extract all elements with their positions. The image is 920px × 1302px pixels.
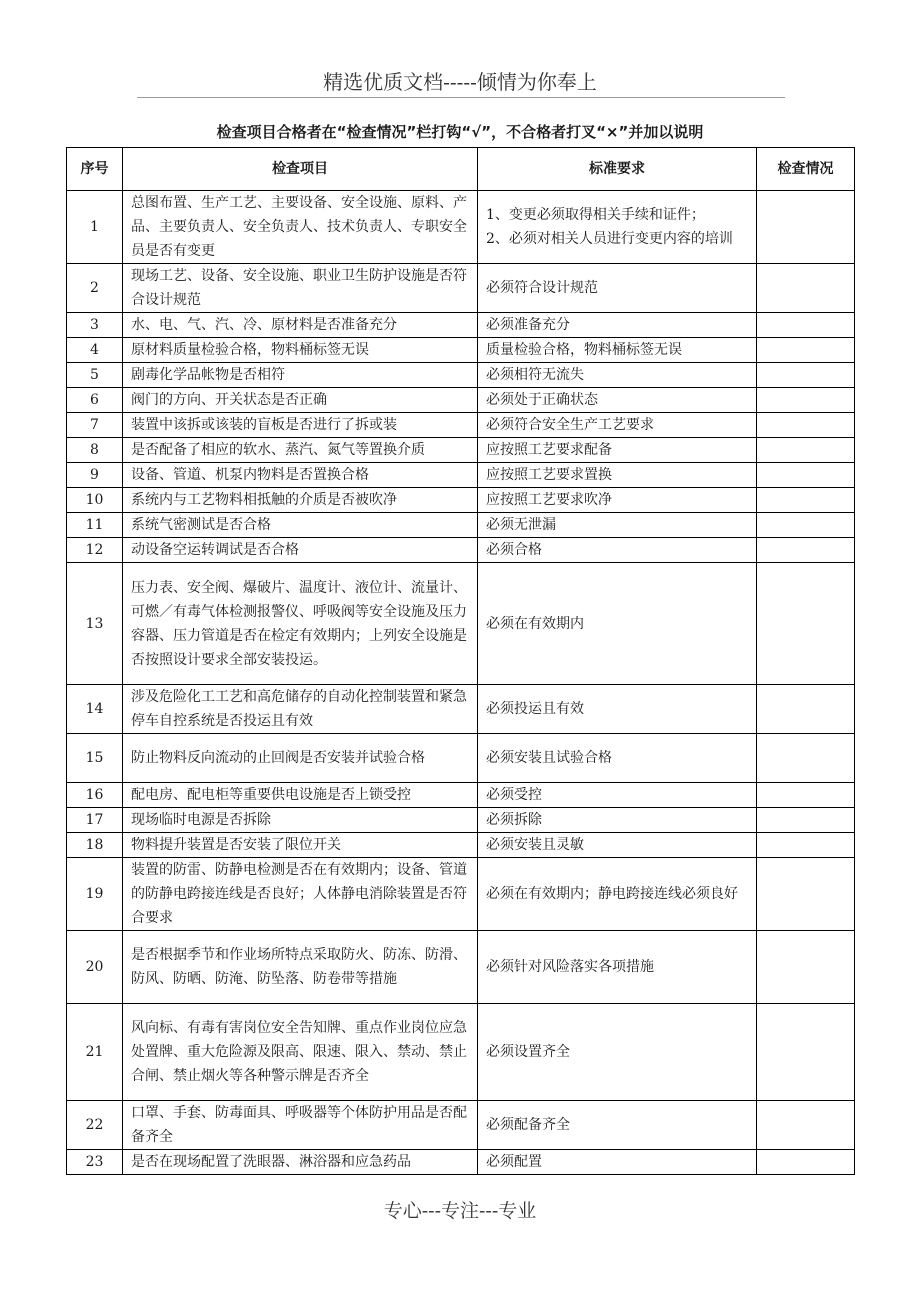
table-row — [67, 463, 855, 488]
standard-requirement-text: 必须符合设计规范 — [486, 280, 598, 296]
check-item-text: 剧毒化学品帐物是否相符 — [131, 367, 285, 383]
standard-requirement-text: 必须处于正确状态 — [486, 392, 598, 408]
check-status — [757, 538, 855, 563]
table-row — [67, 313, 855, 338]
column-header-standard: 标准要求 — [478, 148, 757, 191]
row-number — [67, 685, 123, 734]
check-status — [757, 264, 855, 313]
check-status — [757, 363, 855, 388]
check-status — [757, 338, 855, 363]
row-number-text: 12 — [85, 542, 104, 558]
row-number-text: 16 — [85, 787, 104, 803]
check-status — [757, 685, 855, 734]
table-row — [67, 488, 855, 513]
standard-requirement — [478, 1004, 757, 1101]
check-status — [757, 931, 855, 1004]
table-row — [67, 191, 855, 264]
row-number — [67, 338, 123, 363]
check-item-text: 系统内与工艺物料相抵触的介质是否被吹净 — [131, 492, 397, 508]
check-item — [123, 363, 478, 388]
standard-requirement-text: 必须受控 — [486, 787, 542, 803]
table-row — [67, 388, 855, 413]
row-number — [67, 413, 123, 438]
standard-requirement — [478, 563, 757, 685]
standard-requirement-text: 必须针对风险落实各项措施 — [486, 959, 654, 975]
row-number-text: 5 — [90, 367, 99, 383]
standard-requirement-text: 必须符合安全生产工艺要求 — [486, 417, 654, 433]
check-item — [123, 413, 478, 438]
check-status — [757, 734, 855, 783]
check-item-text: 风向标、有毒有害岗位安全告知牌、重点作业岗位应急处置牌、重大危险源及限高、限速、限入、禁动、禁止合闸、禁止烟火等各种警示牌是否齐全 — [131, 1020, 467, 1084]
standard-requirement — [478, 313, 757, 338]
column-header-item: 检查项目 — [123, 148, 478, 191]
row-number — [67, 931, 123, 1004]
standard-requirement — [478, 931, 757, 1004]
check-status — [757, 858, 855, 931]
table-row — [67, 1004, 855, 1101]
standard-requirement — [478, 388, 757, 413]
standard-requirement-text: 应按照工艺要求配备 — [486, 442, 612, 458]
row-number-text: 6 — [90, 392, 99, 408]
row-number-text: 14 — [85, 701, 104, 717]
row-number — [67, 488, 123, 513]
row-number — [67, 808, 123, 833]
check-item-text: 系统气密测试是否合格 — [131, 517, 271, 533]
row-number — [67, 313, 123, 338]
standard-requirement — [478, 413, 757, 438]
standard-requirement-text: 必须合格 — [486, 542, 542, 558]
check-item-text: 防止物料反向流动的止回阀是否安装并试验合格 — [131, 750, 425, 766]
check-status — [757, 783, 855, 808]
row-number — [67, 1004, 123, 1101]
check-item-text: 阀门的方向、开关状态是否正确 — [131, 392, 327, 408]
standard-requirement — [478, 833, 757, 858]
table-row — [67, 538, 855, 563]
row-number-text: 9 — [90, 467, 99, 483]
standard-requirement-text: 1、变更必须取得相关手续和证件； 2、必须对相关人员进行变更内容的培训 — [486, 207, 733, 247]
check-item — [123, 1004, 478, 1101]
table-row — [67, 1150, 855, 1175]
row-number-text: 18 — [85, 837, 104, 853]
standard-requirement — [478, 338, 757, 363]
standard-requirement — [478, 808, 757, 833]
standard-requirement — [478, 783, 757, 808]
check-status — [757, 388, 855, 413]
check-item — [123, 808, 478, 833]
standard-requirement-text: 必须配置 — [486, 1154, 542, 1170]
row-number — [67, 191, 123, 264]
table-row — [67, 563, 855, 685]
table-row — [67, 513, 855, 538]
check-item-text: 是否配备了相应的软水、蒸汽、氮气等置换介质 — [131, 442, 425, 458]
table-header-row — [67, 148, 855, 191]
standard-requirement-text: 必须设置齐全 — [486, 1044, 570, 1060]
page-header: 精选优质文档-----倾情为你奉上 — [323, 70, 597, 94]
row-number-text: 1 — [90, 219, 99, 235]
check-status — [757, 1101, 855, 1150]
standard-requirement-text: 必须无泄漏 — [486, 517, 556, 533]
standard-requirement — [478, 538, 757, 563]
check-item-text: 原材料质量检验合格，物料桶标签无误 — [131, 342, 369, 358]
check-item-text: 配电房、配电柜等重要供电设施是否上锁受控 — [131, 787, 411, 803]
instruction-title: 检查项目合格者在“检查情况”栏打钩“√”，不合格者打叉“×”并加以说明 — [216, 123, 704, 141]
check-status — [757, 1150, 855, 1175]
standard-requirement — [478, 513, 757, 538]
row-number — [67, 264, 123, 313]
row-number — [67, 783, 123, 808]
check-status — [757, 488, 855, 513]
check-item-text: 水、电、气、汽、冷、原材料是否准备充分 — [131, 317, 397, 333]
check-item-text: 是否在现场配置了洗眼器、淋浴器和应急药品 — [131, 1154, 411, 1170]
check-status — [757, 513, 855, 538]
check-item-text: 涉及危险化工工艺和高危储存的自动化控制装置和紧急停车自控系统是否投运且有效 — [131, 689, 467, 729]
row-number-text: 23 — [85, 1154, 104, 1170]
table-row — [67, 264, 855, 313]
row-number — [67, 734, 123, 783]
check-status — [757, 463, 855, 488]
standard-requirement — [478, 363, 757, 388]
check-status — [757, 313, 855, 338]
row-number — [67, 513, 123, 538]
row-number — [67, 858, 123, 931]
row-number — [67, 388, 123, 413]
row-number-text: 3 — [90, 317, 99, 333]
row-number — [67, 563, 123, 685]
row-number — [67, 1101, 123, 1150]
page-footer: 专心---专注---专业 — [383, 1200, 537, 1222]
check-item-text: 现场工艺、设备、安全设施、职业卫生防护设施是否符合设计规范 — [131, 268, 467, 308]
check-item — [123, 338, 478, 363]
check-item-text: 压力表、安全阀、爆破片、温度计、液位计、流量计、可燃／有毒气体检测报警仪、呼吸阀等安全设施及压力容器、压力管道是否在检定有效期内；上列安全设施是否按照设计要求全部安装投运。 — [131, 579, 467, 668]
table-row — [67, 1101, 855, 1150]
inspection-table — [66, 147, 855, 1175]
row-number-text: 11 — [85, 517, 104, 533]
standard-requirement-text: 必须投运且有效 — [486, 701, 584, 717]
check-item-text: 设备、管道、机泵内物料是否置换合格 — [131, 467, 369, 483]
check-item — [123, 463, 478, 488]
check-item — [123, 783, 478, 808]
check-status — [757, 1004, 855, 1101]
table-row — [67, 833, 855, 858]
standard-requirement-text: 必须安装且试验合格 — [486, 750, 612, 766]
row-number-text: 4 — [90, 342, 99, 358]
check-item — [123, 438, 478, 463]
standard-requirement — [478, 858, 757, 931]
check-status — [757, 191, 855, 264]
standard-requirement — [478, 191, 757, 264]
row-number-text: 21 — [85, 1044, 104, 1060]
row-number-text: 2 — [90, 280, 99, 296]
standard-requirement-text: 必须相符无流失 — [486, 367, 584, 383]
table-row — [67, 363, 855, 388]
standard-requirement — [478, 685, 757, 734]
check-item-text: 物料提升装置是否安装了限位开关 — [131, 837, 341, 853]
standard-requirement-text: 应按照工艺要求置换 — [486, 467, 612, 483]
check-item — [123, 563, 478, 685]
standard-requirement-text: 必须拆除 — [486, 812, 542, 828]
row-number-text: 15 — [85, 750, 104, 766]
row-number — [67, 1150, 123, 1175]
header-divider — [137, 97, 785, 98]
check-item — [123, 513, 478, 538]
check-item — [123, 388, 478, 413]
standard-requirement — [478, 264, 757, 313]
standard-requirement — [478, 734, 757, 783]
row-number — [67, 538, 123, 563]
check-item — [123, 538, 478, 563]
table-row — [67, 931, 855, 1004]
table-row — [67, 783, 855, 808]
check-item-text: 总图布置、生产工艺、主要设备、安全设施、原料、产品、主要负责人、安全负责人、技术负责人、专职安全员是否有变更 — [131, 195, 467, 259]
check-item — [123, 685, 478, 734]
check-item — [123, 833, 478, 858]
standard-requirement-text: 必须安装且灵敏 — [486, 837, 584, 853]
standard-requirement-text: 必须配备齐全 — [486, 1117, 570, 1133]
table-row — [67, 858, 855, 931]
check-item — [123, 1101, 478, 1150]
row-number-text: 8 — [90, 442, 99, 458]
row-number — [67, 438, 123, 463]
column-header-no: 序号 — [67, 148, 123, 191]
check-item — [123, 734, 478, 783]
row-number-text: 20 — [85, 959, 104, 975]
check-item — [123, 858, 478, 931]
standard-requirement-text: 必须准备充分 — [486, 317, 570, 333]
column-header-status: 检查情况 — [757, 148, 855, 191]
check-item-text: 装置的防雷、防静电检测是否在有效期内；设备、管道的防静电跨接连线是否良好；人体静电消除装置是否符合要求 — [131, 862, 467, 926]
row-number-text: 10 — [85, 492, 104, 508]
table-row — [67, 338, 855, 363]
check-item — [123, 313, 478, 338]
standard-requirement-text: 必须在有效期内；静电跨接连线必须良好 — [486, 886, 738, 902]
standard-requirement — [478, 488, 757, 513]
standard-requirement-text: 应按照工艺要求吹净 — [486, 492, 612, 508]
standard-requirement — [478, 1101, 757, 1150]
standard-requirement — [478, 1150, 757, 1175]
row-number-text: 17 — [85, 812, 104, 828]
table-row — [67, 808, 855, 833]
check-status — [757, 413, 855, 438]
check-item-text: 动设备空运转调试是否合格 — [131, 542, 299, 558]
table-row — [67, 685, 855, 734]
table-row — [67, 438, 855, 463]
check-item — [123, 1150, 478, 1175]
check-item-text: 装置中该拆或该装的盲板是否进行了拆或装 — [131, 417, 397, 433]
check-item — [123, 264, 478, 313]
check-item — [123, 931, 478, 1004]
row-number-text: 7 — [90, 417, 99, 433]
check-status — [757, 808, 855, 833]
check-item-text: 是否根据季节和作业场所特点采取防火、防冻、防滑、防风、防晒、防淹、防坠落、防卷带等措施 — [131, 947, 467, 987]
check-item-text: 现场临时电源是否拆除 — [131, 812, 271, 828]
standard-requirement-text: 质量检验合格，物料桶标签无误 — [486, 342, 682, 358]
check-status — [757, 563, 855, 685]
standard-requirement — [478, 463, 757, 488]
check-status — [757, 438, 855, 463]
standard-requirement — [478, 438, 757, 463]
standard-requirement-text: 必须在有效期内 — [486, 615, 584, 632]
table-row — [67, 734, 855, 783]
row-number — [67, 833, 123, 858]
row-number-text: 22 — [85, 1117, 104, 1133]
row-number-text: 13 — [85, 615, 104, 632]
row-number-text: 19 — [85, 886, 104, 902]
check-status — [757, 833, 855, 858]
table-row — [67, 413, 855, 438]
row-number — [67, 463, 123, 488]
check-item — [123, 488, 478, 513]
row-number — [67, 363, 123, 388]
check-item-text: 口罩、手套、防毒面具、呼吸器等个体防护用品是否配备齐全 — [131, 1105, 467, 1145]
check-item — [123, 191, 478, 264]
